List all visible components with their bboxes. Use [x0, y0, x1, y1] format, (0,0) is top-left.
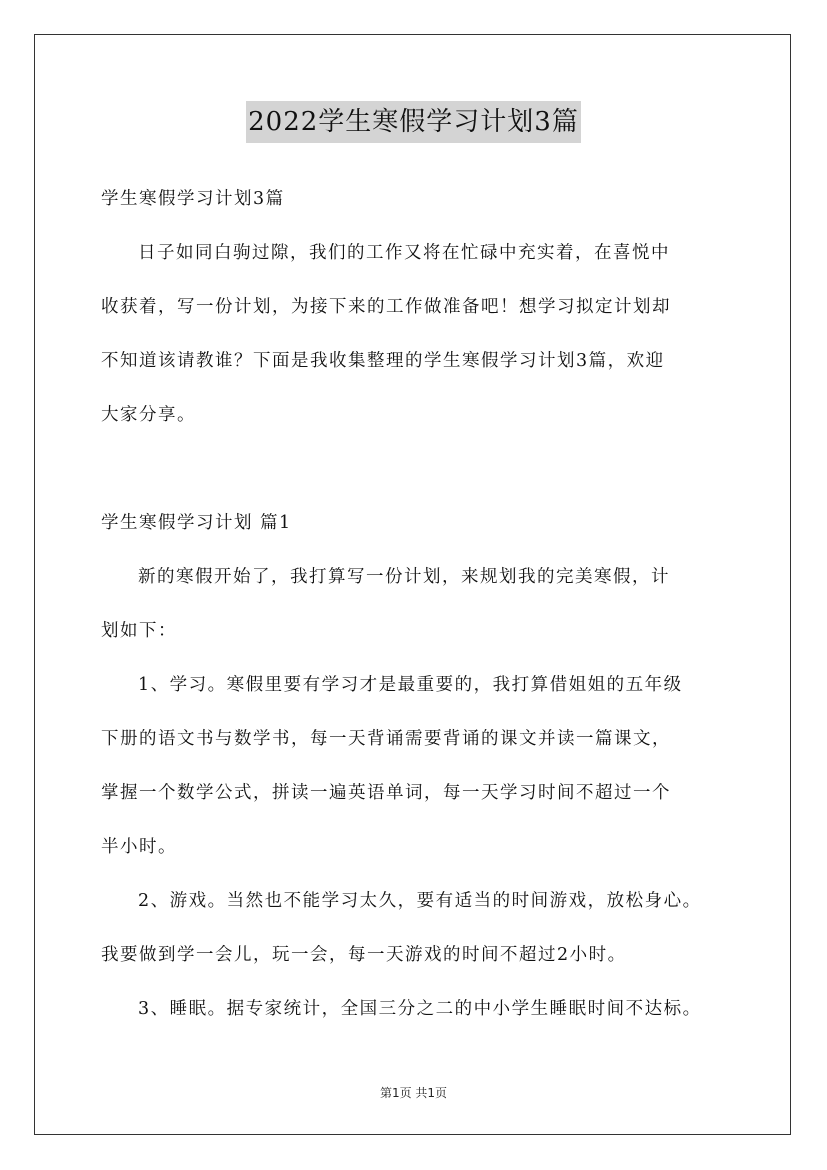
paragraph-gap — [101, 442, 727, 496]
item1-line-4: 半小时。 — [101, 837, 177, 857]
intro-line-4: 大家分享。 — [101, 405, 196, 425]
document-body — [101, 172, 727, 1036]
page-number-label: 第1页 共1页 — [379, 1086, 448, 1100]
item1-line-1: 1、学习。寒假里要有学习才是最重要的，我打算借姐姐的五年级 — [138, 675, 683, 695]
document-title-text: 2022学生寒假学习计划3篇 — [246, 101, 581, 143]
item3-line-1: 3、睡眠。据专家统计，全国三分之二的中小学生睡眠时间不达标。 — [138, 999, 702, 1019]
section-heading: 学生寒假学习计划 篇1 — [101, 513, 292, 533]
item2-line-2: 我要做到学一会儿，玩一会，每一天游戏的时间不超过2小时。 — [101, 945, 627, 965]
section-intro-line-1: 新的寒假开始了，我打算写一份计划，来规划我的完美寒假，计 — [138, 567, 670, 587]
section-intro-line-2: 划如下： — [101, 621, 177, 641]
intro-line-1: 日子如同白驹过隙，我们的工作又将在忙碌中充实着，在喜悦中 — [138, 243, 670, 263]
item1-line-2: 下册的语文书与数学书，每一天背诵需要背诵的课文并读一篇课文， — [101, 729, 671, 749]
item1-line-3: 掌握一个数学公式，拼读一遍英语单词，每一天学习时间不超过一个 — [101, 783, 671, 803]
item2-line-1: 2、游戏。当然也不能学习太久，要有适当的时间游戏，放松身心。 — [138, 891, 702, 911]
intro-line-2: 收获着，写一份计划，为接下来的工作做准备吧！想学习拟定计划却 — [101, 297, 671, 317]
subtitle: 学生寒假学习计划3篇 — [101, 189, 285, 209]
document-title — [0, 100, 827, 143]
intro-line-3: 不知道该请教谁？下面是我收集整理的学生寒假学习计划3篇，欢迎 — [101, 351, 665, 371]
page-footer — [0, 1084, 827, 1101]
